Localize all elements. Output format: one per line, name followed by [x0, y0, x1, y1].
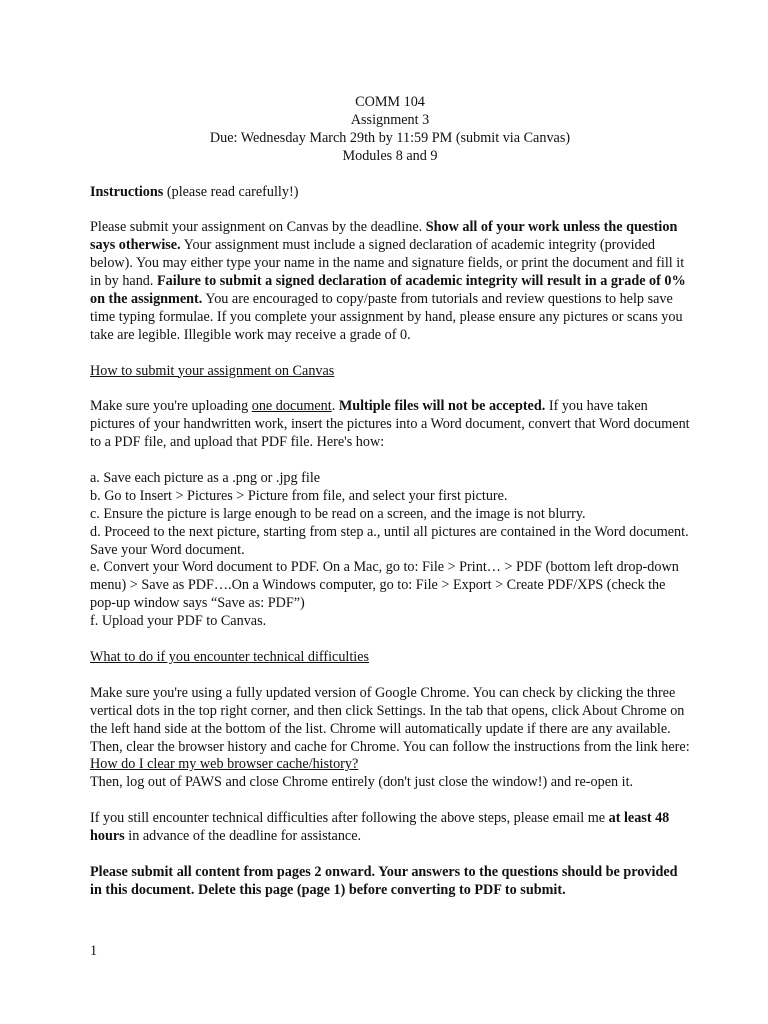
submit-bold: Multiple files will not be accepted.	[338, 398, 546, 415]
step-item: b. Go to Insert > Pictures > Picture from file, and select your first picture.	[90, 487, 508, 504]
submit-text-1: Make sure you're uploading	[90, 398, 252, 415]
instructions-text-2: Your assignment must include a signed declaration of academic integrity (provided below). You may either type your name in the name and signature fields, or print the document and fill it in by hand.	[90, 237, 685, 290]
instructions-heading	[90, 184, 690, 202]
submit-text-3: If you have taken pictures of your handwritten work, insert the pictures into a Word document, convert that Word document to a PDF file, and upload that PDF file. Here's how:	[90, 398, 690, 451]
instructions-text-3: You are encouraged to copy/paste from tutorials and review questions to help save time typing formulae. If you complete your assignment by hand, please ensure any pictures or scans you take are legible. Illegible work may receive a grade of 0.	[90, 290, 683, 343]
step-item: a. Save each picture as a .png or .jpg file	[90, 469, 321, 486]
step-item: d. Proceed to the next picture, starting from step a., until all pictures are contained in the Word document. Save your Word document.	[90, 523, 689, 558]
step-item: e. Convert your Word document to PDF. On a Mac, go to: File > Print… > PDF (bottom left drop-down menu) > Save as PDF….On a Windows computer, go to: File > Export > Create PDF/XPS (check the pop-up window says “Save as: PDF”)	[90, 559, 679, 612]
tech-text-2: Then, log out of PAWS and close Chrome entirely (don't just close the window!) and re-open it.	[90, 774, 634, 791]
submit-heading: How to submit your assignment on Canvas	[90, 362, 335, 379]
document-page	[90, 94, 690, 900]
tech-text-1: Make sure you're using a fully updated version of Google Chrome. You can check by clicking the three vertical dots in the top right corner, and then click Settings. In the tab that opens, click About Chrome on the left hand side at the bottom of the list. Chrome will automatically update if there are any available. Then, clear the browser history and cache for Chrome. You can follow the instructions from the link here:	[90, 684, 690, 755]
instructions-bold-1: Show all of your work unless the question says otherwise.	[90, 219, 678, 254]
assignment-title: Assignment 3	[350, 111, 430, 128]
tech-paragraph-1	[90, 685, 690, 792]
instructions-text-1: Please submit your assignment on Canvas by the deadline.	[90, 219, 426, 236]
instructions-bold-2: Failure to submit a signed declaration of academic integrity will result in a grade of 0% on the assignment.	[90, 273, 686, 307]
instructions-paragraph	[90, 219, 690, 344]
document-header	[90, 94, 690, 166]
final-note: Please submit all content from pages 2 onward. Your answers to the questions should be provided in this document. Delete this page (page 1) before converting to PDF to submit.	[90, 863, 678, 898]
tech-paragraph-2	[90, 810, 690, 846]
tech-text-4: in advance of the deadline for assistance.	[124, 828, 362, 845]
step-item: f. Upload your PDF to Canvas.	[90, 613, 267, 630]
one-document-text: one document	[251, 398, 332, 415]
submit-text-2: .	[331, 398, 339, 415]
page-number: 1	[90, 943, 98, 959]
submit-steps-list	[90, 470, 690, 631]
due-date: Due: Wednesday March 29th by 11:59 PM (submit via Canvas)	[209, 129, 571, 146]
course-code: COMM 104	[355, 94, 425, 110]
instructions-note: (please read carefully!)	[163, 183, 299, 200]
instructions-label: Instructions	[90, 183, 164, 200]
tech-bold: at least 48 hours	[90, 810, 670, 845]
tech-text-3: If you still encounter technical difficulties after following the above steps, please email me	[90, 810, 609, 827]
clear-cache-link[interactable]: How do I clear my web browser cache/history?	[90, 756, 359, 773]
tech-heading: What to do if you encounter technical difficulties	[90, 649, 370, 665]
modules-line: Modules 8 and 9	[342, 147, 438, 164]
step-item: c. Ensure the picture is large enough to be read on a screen, and the image is not blurry.	[90, 505, 586, 522]
submit-paragraph	[90, 398, 690, 452]
